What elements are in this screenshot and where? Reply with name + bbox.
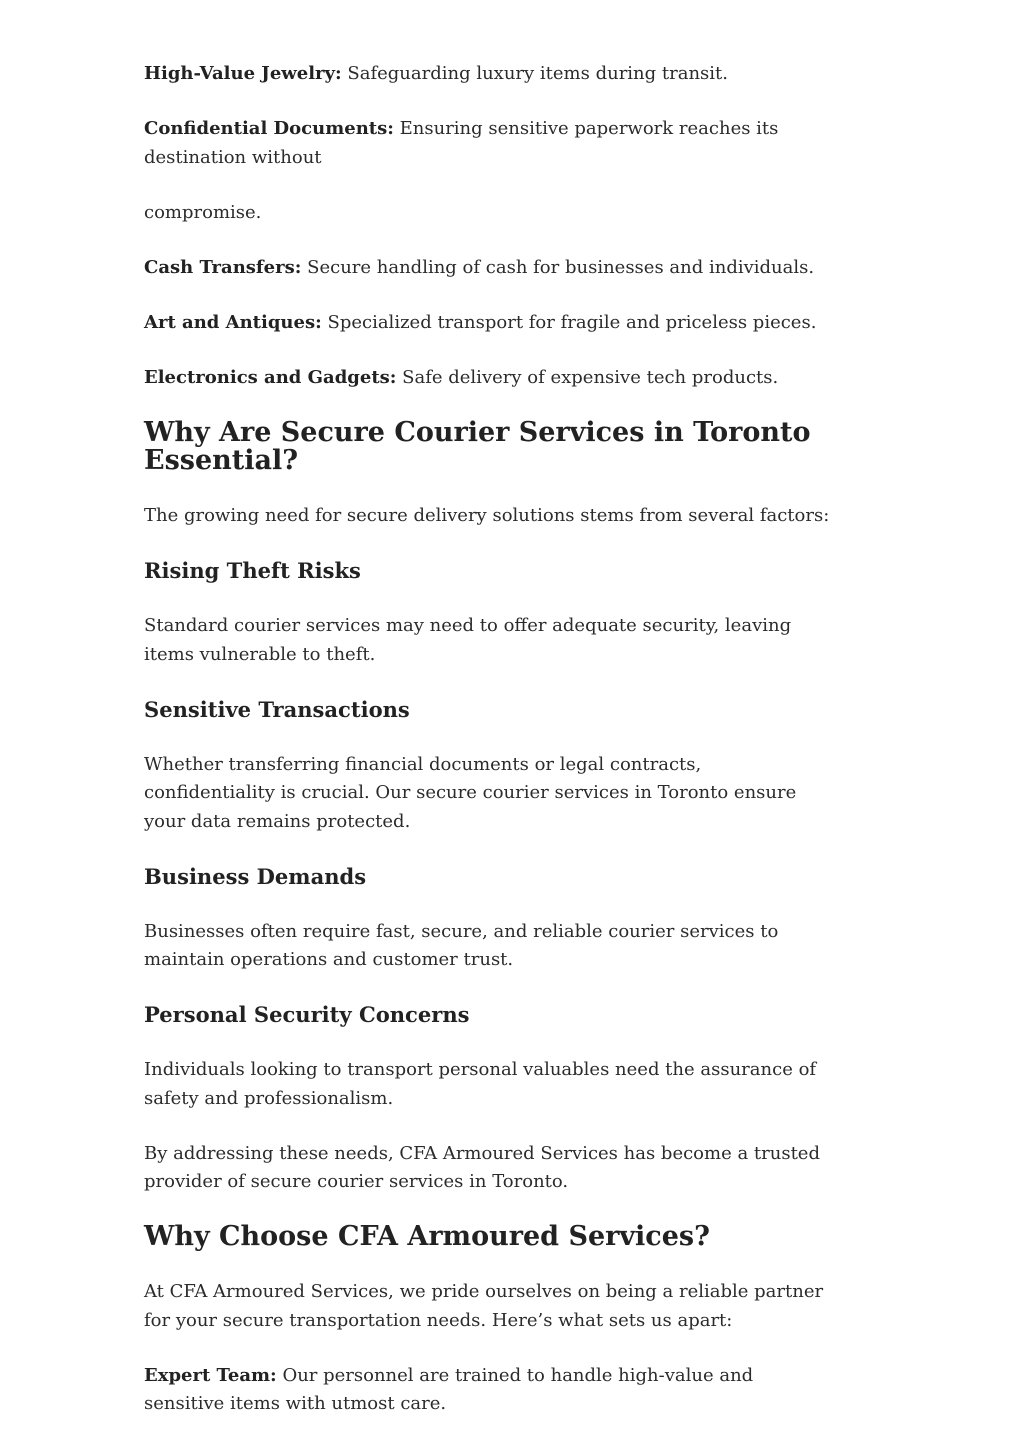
item-text: Our personnel are trained to handle high-value and sensitive items with utmost care. — [144, 1364, 754, 1414]
factor-title: Rising Theft Risks — [144, 558, 361, 583]
item-confidential-documents — [144, 115, 834, 172]
item-expert-team — [144, 1362, 834, 1419]
factor-title: Personal Security Concerns — [144, 1002, 470, 1027]
factor-body: Standard courier services may need to offer adequate security, leaving items vulnerable to theft. — [144, 615, 792, 665]
item-high-value-jewelry — [144, 60, 834, 89]
section-intro: The growing need for secure delivery solutions stems from several factors: — [144, 505, 830, 526]
item-art-and-antiques — [144, 309, 834, 338]
continuation-text: compromise. — [144, 201, 262, 223]
item-text: Safe delivery of expensive tech products. — [402, 366, 779, 388]
item-label: Expert Team: — [144, 1364, 277, 1386]
factor-body: Businesses often require fast, secure, and reliable courier services to maintain operations and customer trust. — [144, 920, 779, 970]
item-label: Confidential Documents: — [144, 118, 394, 139]
item-text: Ensuring sensitive paperwork reaches its destination without — [144, 118, 779, 168]
section-heading-why-essential: Why Are Secure Courier Services in Toronto Essential? — [144, 416, 811, 476]
factor-body: Individuals looking to transport personal valuables need the assurance of safety and professionalism. — [144, 1059, 817, 1109]
factor-body: Whether transferring financial documents or legal contracts, confidentiality is crucial. Our secure courier services in Toronto ensure your data remains protected. — [144, 753, 797, 832]
item-label: Cash Transfers: — [144, 256, 302, 278]
factor-title: Business Demands — [144, 863, 367, 889]
item-label: High-Value Jewelry: — [144, 63, 342, 84]
factor-title: Sensitive Transactions — [144, 696, 410, 722]
item-text: Specialized transport for fragile and priceless pieces. — [327, 311, 817, 333]
document-page — [144, 60, 834, 1445]
item-label: Art and Antiques: — [144, 311, 322, 333]
item-cash-transfers — [144, 254, 834, 283]
section-closing: By addressing these needs, CFA Armoured Services has become a trusted provider of secure courier services in Toronto. — [144, 1142, 820, 1192]
item-electronics-and-gadgets — [144, 364, 834, 393]
item-label: Electronics and Gadgets: — [144, 366, 397, 388]
section-intro: At CFA Armoured Services, we pride ourselves on being a reliable partner for your secure transportation needs. Here’s what sets us apart: — [144, 1281, 824, 1331]
item-text: Secure handling of cash for businesses and individuals. — [307, 256, 815, 278]
item-text: Safeguarding luxury items during transit. — [347, 63, 729, 84]
section-heading-why-choose: Why Choose CFA Armoured Services? — [144, 1221, 710, 1252]
